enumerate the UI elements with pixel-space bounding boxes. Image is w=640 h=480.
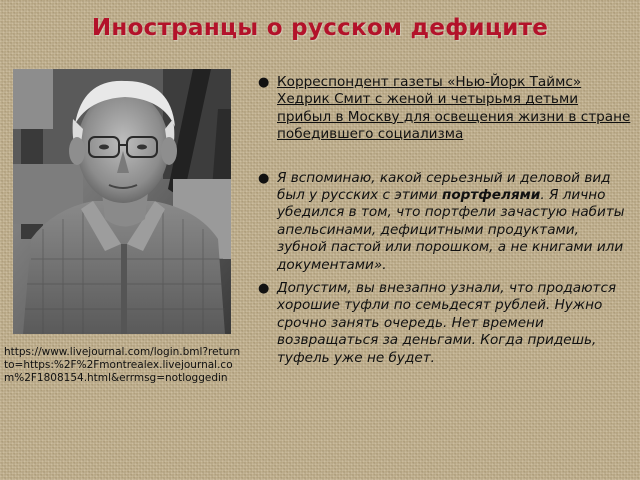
photo-source-caption: https://www.livejournal.com/login.bml?returnto=https:%2F%2Fmontrealex.livejournal.com%2F1808154.html&errmsg=notloggedin (4, 346, 241, 384)
bullet-list (256, 74, 632, 367)
bullet-briefcases-bold-word: портфелями (441, 187, 541, 204)
bullet-dot-icon: ● (258, 75, 270, 90)
bullet-dot-icon: ● (258, 170, 270, 186)
bullet-correspondent (256, 74, 632, 144)
bullet-dot-icon: ● (258, 281, 270, 297)
bullet-briefcases (256, 170, 632, 274)
slide-title: Иностранцы о русском дефиците (91, 15, 549, 41)
bullet-shoes-text: Допустим, вы внезапно узнали, что продаются хорошие туфли по семьдесят рублей. Нужно срочно занять очередь. Нет времени возвращаться за деньгами. Когда придешь, туфель уже не будет. (277, 280, 617, 366)
bullet-briefcases-text-after: . Я лично убедился в том, что портфели зачастую набиты апельсинами, дефицитными продуктами, зубной пастой или порошком, а не книгами или документами». (277, 187, 625, 273)
bullet-correspondent-text: Корреспондент газеты «Нью-Йорк Таймс» Хедрик Смит с женой и четырьмя детьми прибыл в Москву для освещения жизни в стране победившего социализма (277, 74, 631, 143)
bullet-shoes (256, 280, 632, 367)
bullet-briefcases-text-before: Я вспоминаю, какой серьезный и деловой вид был у русских с этими (277, 169, 611, 204)
portrait-photo (13, 69, 231, 334)
